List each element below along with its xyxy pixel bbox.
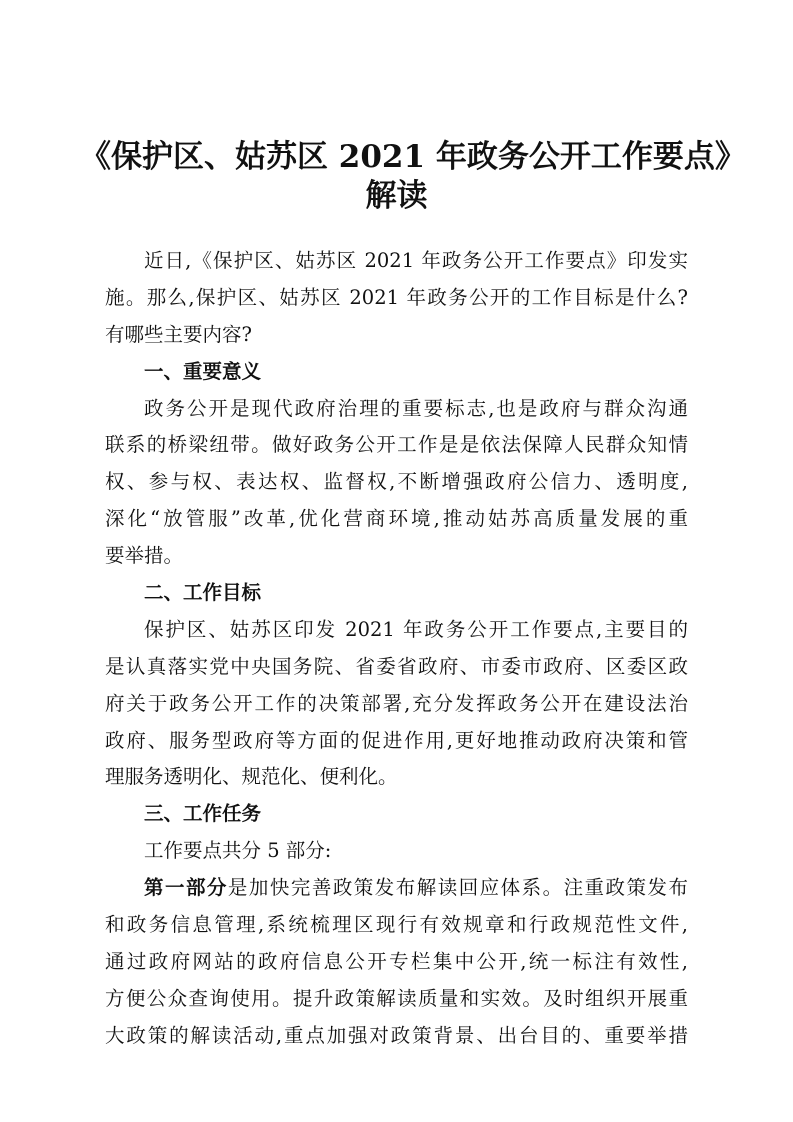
part1-first-line [105,870,688,907]
intro-line: 有哪些主要内容? [105,322,252,346]
intro-line: 近日,《保护区、姑苏区 2021 年政务公开工作要点》印发实 [144,249,688,272]
document-body [105,243,688,1055]
paragraph-line: 府关于政务公开工作的决策部署,充分发挥政务公开在建设法治 [105,691,688,715]
paragraph-line: 方便公众查询使用。提升政策解读质量和实效。及时组织开展重 [105,986,688,1010]
paragraph-line: 大政策的解读活动,重点加强对政策背景、出台目的、重要举措 [105,1023,688,1047]
paragraph-line: 深化“放管服”改革,优化营商环境,推动姑苏高质量发展的重 [105,507,688,531]
document-title-line-2: 解读 [365,178,428,214]
paragraph-line: 保护区、姑苏区印发 2021 年政务公开工作要点,主要目的 [144,617,688,641]
paragraph-line: 权、参与权、表达权、监督权,不断增强政府公信力、透明度, [105,470,688,494]
part1-label: 第一部分 [144,876,228,900]
section-heading-significance: 一、重要意义 [144,359,262,383]
paragraph-line: 和政务信息管理,系统梳理区现行有效规章和行政规范性文件, [105,913,688,937]
paragraph-line: 要举措。 [105,544,184,568]
paragraph-line: 通过政府网站的政府信息公开专栏集中公开,统一标注有效性, [105,949,688,973]
paragraph-line: 理服务透明化、规范化、便利化。 [105,765,398,789]
paragraph-line: 联系的桥梁纽带。做好政务公开工作是是依法保障人民群众知情 [105,433,688,457]
paragraph-line: 政府、服务型政府等方面的促进作用,更好地推动政府决策和管 [105,728,688,752]
paragraph-line: 政务公开是现代政府治理的重要标志,也是政府与群众沟通 [144,396,688,420]
section-heading-tasks: 三、工作任务 [144,802,262,826]
tasks-intro-line: 工作要点共分 5 部分: [144,839,332,863]
document-title-line-1: 《保护区、姑苏区 2021 年政务公开工作要点》 [80,139,746,175]
intro-line: 施。那么,保护区、姑苏区 2021 年政务公开的工作目标是什么? [105,285,688,309]
paragraph-line: 是认真落实党中央国务院、省委省政府、市委市政府、区委区政 [105,654,688,678]
part1-first-line-text: 是加快完善政策发布解读回应体系。注重政策发布 [227,876,688,900]
section-heading-goals: 二、工作目标 [144,581,262,605]
